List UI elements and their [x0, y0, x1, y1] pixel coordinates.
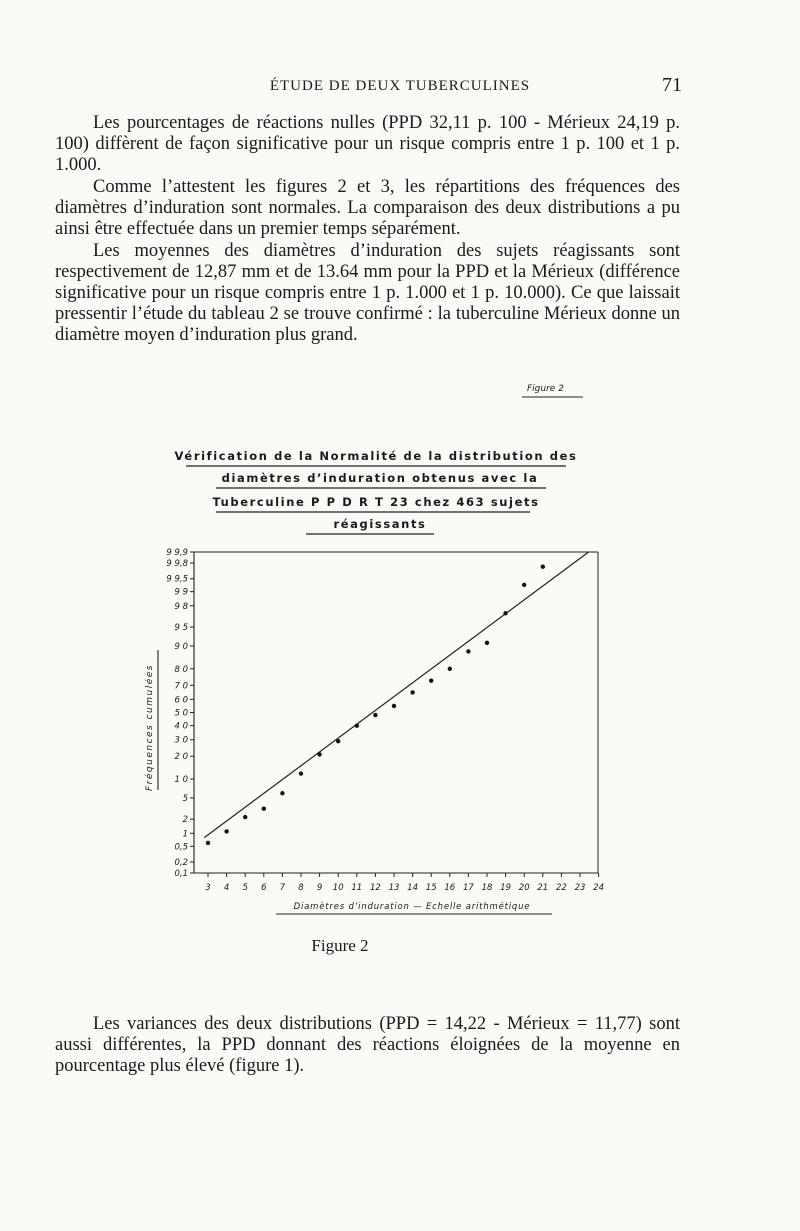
x-tick-label: 11 — [351, 883, 363, 893]
x-tick-label: 16 — [444, 883, 456, 893]
data-point — [429, 678, 433, 682]
y-tick-label: 9 9 — [174, 587, 188, 598]
y-tick-label: 5 0 — [174, 708, 188, 719]
y-tick-label: 9 0 — [174, 641, 188, 652]
x-tick-label: 12 — [369, 883, 381, 893]
chart-title-line: diamètres d’induration obtenus avec la — [221, 471, 539, 485]
body-text-bottom — [55, 1014, 680, 1077]
x-tick-label: 8 — [298, 883, 304, 893]
data-point — [262, 806, 266, 810]
y-tick-label: 0,2 — [174, 857, 188, 868]
y-tick-label: 8 0 — [174, 664, 188, 675]
fitted-line — [204, 552, 588, 838]
paragraph: Les pourcentages de réactions nulles (PPD 32,11 p. 100 - Mérieux 24,19 p. 100) diffèrent de façon significative pour un risque compris entre 1 p. 100 et 1 p. 1.000. — [55, 113, 680, 175]
page-number: 71 — [662, 74, 682, 96]
data-point — [224, 829, 228, 833]
running-title: ÉTUDE DE DEUX TUBERCULINES — [269, 78, 531, 94]
y-tick-label: 2 0 — [174, 752, 188, 763]
x-tick-label: 3 — [205, 883, 211, 893]
chart-title-line: Tuberculine P P D R T 23 chez 463 sujets — [212, 495, 540, 509]
y-tick-label: 1 — [182, 829, 188, 840]
x-tick-label: 15 — [425, 883, 437, 893]
y-tick-label: 0,1 — [174, 869, 188, 879]
data-point — [280, 791, 284, 795]
data-point — [466, 649, 470, 653]
x-tick-label: 10 — [332, 883, 344, 893]
x-tick-label: 14 — [407, 883, 419, 893]
x-tick-label: 6 — [261, 883, 267, 893]
data-point — [317, 752, 321, 756]
y-tick-label: 4 0 — [174, 721, 188, 732]
y-tick-label: 7 0 — [174, 681, 188, 692]
data-point — [355, 723, 359, 727]
figure-tag: Figure 2 — [527, 384, 564, 394]
y-tick-label: 6 0 — [174, 695, 188, 706]
running-head — [0, 74, 800, 98]
y-tick-label: 5 — [182, 793, 188, 804]
y-tick-label: 9 9,5 — [166, 574, 188, 585]
y-tick-label: 1 0 — [174, 775, 188, 786]
data-point — [522, 583, 526, 587]
data-point — [392, 704, 396, 708]
y-tick-label: 9 9,8 — [166, 559, 188, 570]
paragraph: Les variances des deux distributions (PPD = 14,22 - Mérieux = 11,77) sont aussi différentes, la PPD donnant des réactions éloignées de la moyenne en pourcentage plus élevé (figure 1). — [55, 1014, 680, 1076]
x-tick-label: 7 — [279, 883, 286, 893]
data-point — [299, 771, 303, 775]
y-tick-label: 9 5 — [174, 623, 188, 634]
x-tick-label: 5 — [242, 883, 248, 893]
data-point — [336, 739, 340, 743]
x-tick-label: 4 — [223, 883, 230, 893]
y-tick-label: 0,5 — [174, 842, 188, 853]
x-tick-label: 18 — [481, 883, 493, 893]
x-tick-label: 24 — [593, 883, 605, 893]
x-tick-label: 9 — [316, 883, 323, 893]
figure-caption: Figure 2 — [311, 936, 369, 955]
figure-2-chart — [0, 370, 800, 930]
data-point — [373, 713, 377, 717]
data-point — [485, 641, 489, 645]
x-tick-label: 17 — [462, 883, 474, 893]
data-point — [206, 841, 210, 845]
body-text-top — [55, 113, 680, 346]
paragraph: Les moyennes des diamètres d’induration des sujets réagissants sont respectivement de 12,87 mm et de 13.64 mm pour la PPD et la Mérieux (différence significative pour un risque compris entre 1 p. 1.000 et 1 p. 10.000). Ce que laissait pressentir l’étude du tableau 2 se trouve confirmé : la tuberculine Mérieux donne un diamètre moyen d’induration plus grand. — [55, 241, 680, 345]
x-tick-label: 22 — [555, 883, 567, 893]
x-tick-label: 23 — [574, 883, 586, 893]
data-point — [243, 815, 247, 819]
x-tick-label: 20 — [518, 883, 530, 893]
y-tick-label: 9 8 — [174, 601, 188, 612]
data-point — [503, 611, 507, 615]
y-tick-label: 2 — [182, 815, 188, 826]
x-tick-label: 13 — [388, 883, 400, 893]
y-tick-label: 3 0 — [174, 735, 188, 746]
y-axis-label: Fréquences cumulées — [145, 664, 155, 791]
paragraph: Comme l’attestent les figures 2 et 3, les répartitions des fréquences des diamètres d’induration sont normales. La comparaison des deux distributions a pu ainsi être effectuée dans un premier temps séparément. — [55, 177, 680, 239]
chart-title-line: Vérification de la Normalité de la distribution des — [174, 449, 578, 463]
data-point — [541, 565, 545, 569]
data-point — [410, 690, 414, 694]
data-point — [448, 667, 452, 671]
x-tick-label: 21 — [537, 883, 549, 893]
x-axis-label: Diamètres d’induration — Echelle arithmétique — [293, 902, 531, 912]
chart-title-line: réagissants — [333, 517, 427, 531]
x-tick-label: 19 — [500, 883, 512, 893]
y-tick-label: 9 9,9 — [166, 548, 188, 558]
